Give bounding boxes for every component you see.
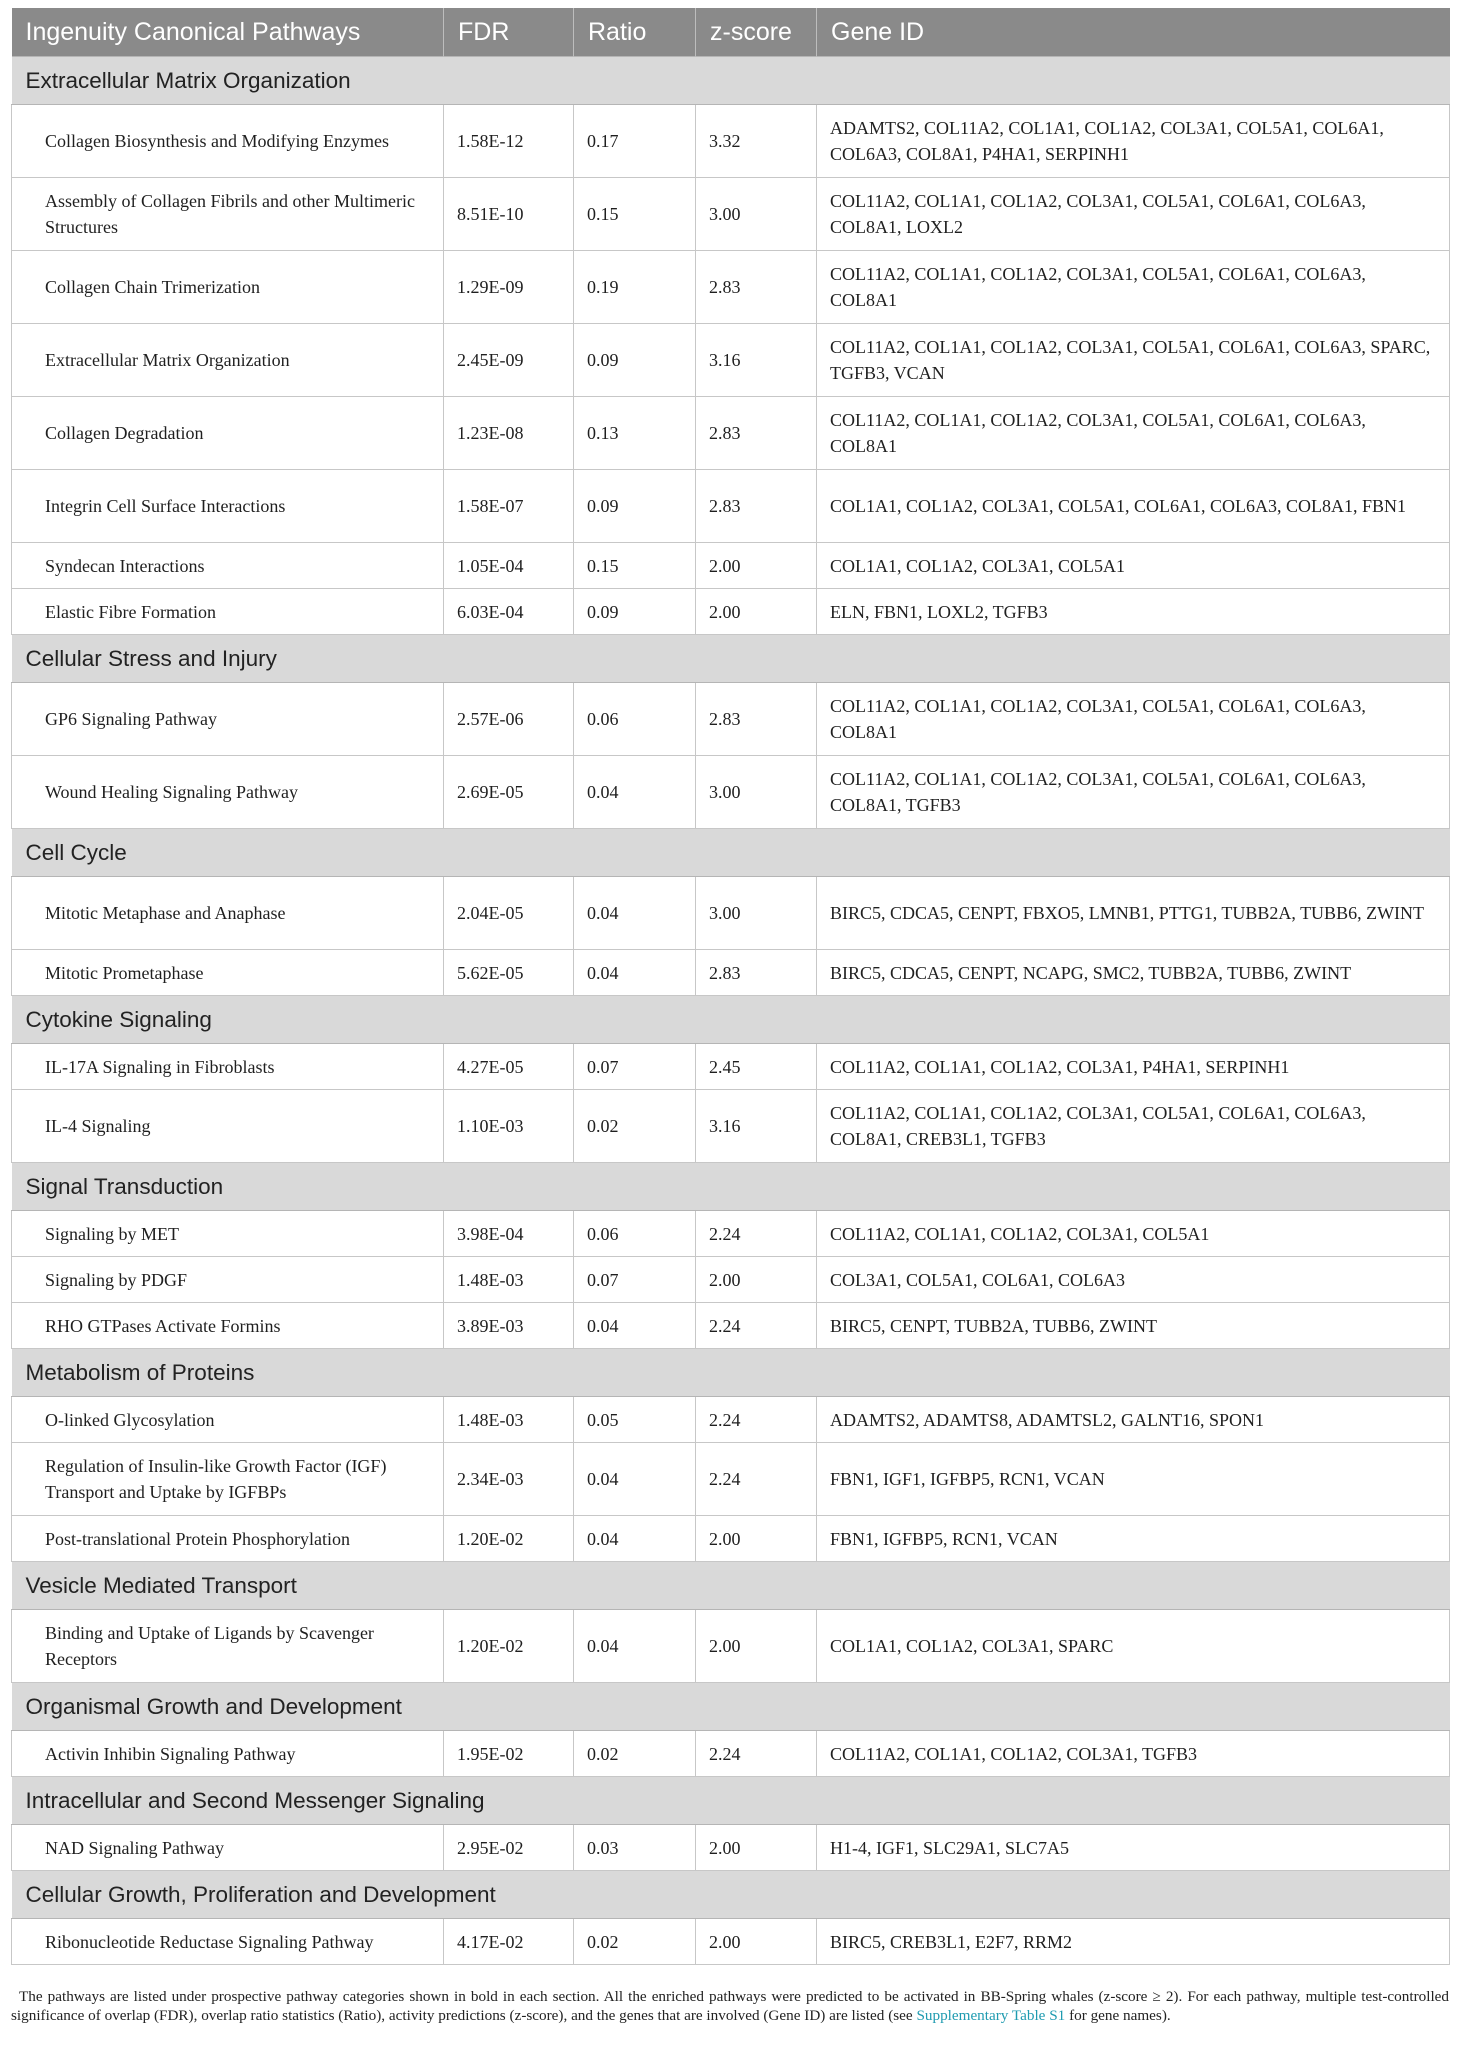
z-score-cell: 2.24 [696,1303,817,1349]
ratio-cell: 0.04 [574,756,696,829]
ratio-cell: 0.02 [574,1731,696,1777]
category-label: Intracellular and Second Messenger Signaling [12,1777,1450,1825]
pathway-cell: Signaling by MET [12,1211,444,1257]
category-row [12,1163,1450,1211]
gene-id-cell: ADAMTS2, ADAMTS8, ADAMTSL2, GALNT16, SPON1 [817,1397,1450,1443]
fdr-cell: 5.62E-05 [444,950,574,996]
z-score-cell: 2.00 [696,1825,817,1871]
pathway-cell: Mitotic Prometaphase [12,950,444,996]
table-row [12,877,1450,950]
z-score-cell: 2.00 [696,1919,817,1965]
table-row [12,683,1450,756]
table-row [12,1825,1450,1871]
z-score-cell: 2.00 [696,1257,817,1303]
category-label: Cytokine Signaling [12,996,1450,1044]
ratio-cell: 0.06 [574,1211,696,1257]
table-row [12,1443,1450,1516]
gene-id-cell: COL11A2, COL1A1, COL1A2, COL3A1, COL5A1, COL6A1, COL6A3, COL8A1 [817,251,1450,324]
table-row [12,589,1450,635]
z-score-cell: 3.00 [696,756,817,829]
z-score-cell: 3.00 [696,877,817,950]
table-row [12,1610,1450,1683]
gene-id-cell: COL11A2, COL1A1, COL1A2, COL3A1, COL5A1, COL6A1, COL6A3, COL8A1, TGFB3 [817,756,1450,829]
category-row [12,1349,1450,1397]
gene-id-cell: BIRC5, CDCA5, CENPT, NCAPG, SMC2, TUBB2A, TUBB6, ZWINT [817,950,1450,996]
table-row [12,324,1450,397]
z-score-cell: 2.00 [696,589,817,635]
ratio-cell: 0.05 [574,1397,696,1443]
pathway-cell: Post-translational Protein Phosphorylation [12,1516,444,1562]
category-row [12,1683,1450,1731]
pathway-cell: Ribonucleotide Reductase Signaling Pathway [12,1919,444,1965]
fdr-cell: 1.20E-02 [444,1610,574,1683]
ratio-cell: 0.19 [574,251,696,324]
table-row [12,1303,1450,1349]
table-row [12,1211,1450,1257]
fdr-cell: 1.95E-02 [444,1731,574,1777]
z-score-cell: 2.00 [696,543,817,589]
pathway-cell: Mitotic Metaphase and Anaphase [12,877,444,950]
ratio-cell: 0.02 [574,1090,696,1163]
ratio-cell: 0.03 [574,1825,696,1871]
gene-id-cell: COL11A2, COL1A1, COL1A2, COL3A1, TGFB3 [817,1731,1450,1777]
table-body [12,57,1450,1965]
fdr-cell: 1.29E-09 [444,251,574,324]
fdr-cell: 2.04E-05 [444,877,574,950]
z-score-cell: 2.24 [696,1731,817,1777]
ratio-cell: 0.15 [574,178,696,251]
category-label: Signal Transduction [12,1163,1450,1211]
fdr-cell: 1.10E-03 [444,1090,574,1163]
header-fdr: FDR [444,8,574,57]
header-z-score: z-score [696,8,817,57]
z-score-cell: 2.00 [696,1610,817,1683]
z-score-cell: 3.16 [696,324,817,397]
table-row [12,1044,1450,1090]
z-score-cell: 2.00 [696,1516,817,1562]
gene-id-cell: BIRC5, CDCA5, CENPT, FBXO5, LMNB1, PTTG1, TUBB2A, TUBB6, ZWINT [817,877,1450,950]
header-gene-id: Gene ID [817,8,1450,57]
gene-id-cell: ADAMTS2, COL11A2, COL1A1, COL1A2, COL3A1, COL5A1, COL6A1, COL6A3, COL8A1, P4HA1, SERPINH1 [817,105,1450,178]
ratio-cell: 0.06 [574,683,696,756]
footnote-text-end: for gene names). [1065,2007,1171,2024]
table-row [12,950,1450,996]
gene-id-cell: COL11A2, COL1A1, COL1A2, COL3A1, COL5A1, COL6A1, COL6A3, COL8A1, CREB3L1, TGFB3 [817,1090,1450,1163]
ratio-cell: 0.04 [574,877,696,950]
fdr-cell: 1.23E-08 [444,397,574,470]
gene-id-cell: ELN, FBN1, LOXL2, TGFB3 [817,589,1450,635]
pathway-cell: IL-17A Signaling in Fibroblasts [12,1044,444,1090]
category-row [12,57,1450,105]
fdr-cell: 2.34E-03 [444,1443,574,1516]
gene-id-cell: COL11A2, COL1A1, COL1A2, COL3A1, COL5A1 [817,1211,1450,1257]
pathway-cell: Syndecan Interactions [12,543,444,589]
pathway-cell: GP6 Signaling Pathway [12,683,444,756]
category-label: Cell Cycle [12,829,1450,877]
footnote-text: The pathways are listed under prospective pathway categories shown in bold in each section. All the enriched pathways were predicted to be activated in BB-Spring whales (z-score ≥ 2). For each pathway, multiple test-controlled significance of overlap (FDR), overlap ratio statistics (Ratio), activity predictions (z-score), and the genes that are involved (Gene ID) are listed (see [11,1988,1449,2024]
z-score-cell: 2.83 [696,397,817,470]
table-row [12,756,1450,829]
gene-id-cell: FBN1, IGF1, IGFBP5, RCN1, VCAN [817,1443,1450,1516]
pathway-cell: Assembly of Collagen Fibrils and other Multimeric Structures [12,178,444,251]
fdr-cell: 1.58E-07 [444,470,574,543]
fdr-cell: 3.89E-03 [444,1303,574,1349]
ratio-cell: 0.04 [574,1516,696,1562]
pathway-cell: NAD Signaling Pathway [12,1825,444,1871]
table-row [12,470,1450,543]
table-row [12,1090,1450,1163]
pathway-cell: IL-4 Signaling [12,1090,444,1163]
gene-id-cell: COL1A1, COL1A2, COL3A1, COL5A1 [817,543,1450,589]
z-score-cell: 2.24 [696,1397,817,1443]
fdr-cell: 2.57E-06 [444,683,574,756]
ratio-cell: 0.09 [574,589,696,635]
pathway-cell: RHO GTPases Activate Formins [12,1303,444,1349]
ratio-cell: 0.02 [574,1919,696,1965]
category-label: Organismal Growth and Development [12,1683,1450,1731]
fdr-cell: 4.27E-05 [444,1044,574,1090]
table-row [12,251,1450,324]
fdr-cell: 1.58E-12 [444,105,574,178]
ratio-cell: 0.09 [574,470,696,543]
pathway-cell: Wound Healing Signaling Pathway [12,756,444,829]
gene-id-cell: FBN1, IGFBP5, RCN1, VCAN [817,1516,1450,1562]
table-row [12,1397,1450,1443]
pathway-cell: Binding and Uptake of Ligands by Scavenger Receptors [12,1610,444,1683]
z-score-cell: 2.83 [696,683,817,756]
pathway-cell: Collagen Chain Trimerization [12,251,444,324]
table-row [12,1731,1450,1777]
gene-id-cell: H1-4, IGF1, SLC29A1, SLC7A5 [817,1825,1450,1871]
gene-id-cell: BIRC5, CREB3L1, E2F7, RRM2 [817,1919,1450,1965]
fdr-cell: 1.05E-04 [444,543,574,589]
table-row [12,397,1450,470]
ratio-cell: 0.07 [574,1257,696,1303]
gene-id-cell: COL11A2, COL1A1, COL1A2, COL3A1, COL5A1, COL6A1, COL6A3, COL8A1, LOXL2 [817,178,1450,251]
z-score-cell: 2.24 [696,1443,817,1516]
ratio-cell: 0.04 [574,1610,696,1683]
table-row [12,105,1450,178]
category-row [12,1871,1450,1919]
ratio-cell: 0.15 [574,543,696,589]
gene-id-cell: COL1A1, COL1A2, COL3A1, SPARC [817,1610,1450,1683]
category-row [12,829,1450,877]
gene-id-cell: COL11A2, COL1A1, COL1A2, COL3A1, P4HA1, SERPINH1 [817,1044,1450,1090]
fdr-cell: 8.51E-10 [444,178,574,251]
pathway-cell: O-linked Glycosylation [12,1397,444,1443]
z-score-cell: 3.16 [696,1090,817,1163]
z-score-cell: 3.00 [696,178,817,251]
pathway-cell: Extracellular Matrix Organization [12,324,444,397]
gene-id-cell: COL1A1, COL1A2, COL3A1, COL5A1, COL6A1, COL6A3, COL8A1, FBN1 [817,470,1450,543]
gene-id-cell: BIRC5, CENPT, TUBB2A, TUBB6, ZWINT [817,1303,1450,1349]
z-score-cell: 2.83 [696,251,817,324]
ratio-cell: 0.04 [574,950,696,996]
gene-id-cell: COL11A2, COL1A1, COL1A2, COL3A1, COL5A1, COL6A1, COL6A3, COL8A1 [817,397,1450,470]
pathway-cell: Integrin Cell Surface Interactions [12,470,444,543]
pathway-table-container [11,8,1449,1965]
table-row [12,1919,1450,1965]
ratio-cell: 0.04 [574,1303,696,1349]
table-row [12,543,1450,589]
category-label: Cellular Growth, Proliferation and Development [12,1871,1450,1919]
table-header-row [12,8,1450,57]
fdr-cell: 2.69E-05 [444,756,574,829]
supplementary-table-link[interactable]: Supplementary Table S1 [916,2007,1066,2024]
category-row [12,635,1450,683]
pathway-cell: Collagen Degradation [12,397,444,470]
ratio-cell: 0.13 [574,397,696,470]
fdr-cell: 3.98E-04 [444,1211,574,1257]
ratio-cell: 0.04 [574,1443,696,1516]
header-ratio: Ratio [574,8,696,57]
gene-id-cell: COL11A2, COL1A1, COL1A2, COL3A1, COL5A1, COL6A1, COL6A3, COL8A1 [817,683,1450,756]
category-label: Extracellular Matrix Organization [12,57,1450,105]
pathway-cell: Signaling by PDGF [12,1257,444,1303]
fdr-cell: 1.20E-02 [444,1516,574,1562]
ratio-cell: 0.17 [574,105,696,178]
header-pathway: Ingenuity Canonical Pathways [12,8,444,57]
fdr-cell: 1.48E-03 [444,1397,574,1443]
category-row [12,1562,1450,1610]
category-row [12,996,1450,1044]
fdr-cell: 4.17E-02 [444,1919,574,1965]
fdr-cell: 2.45E-09 [444,324,574,397]
table-footnote [11,1987,1449,2025]
category-row [12,1777,1450,1825]
ratio-cell: 0.09 [574,324,696,397]
z-score-cell: 2.45 [696,1044,817,1090]
fdr-cell: 6.03E-04 [444,589,574,635]
z-score-cell: 2.83 [696,470,817,543]
pathway-table [11,8,1450,1965]
z-score-cell: 2.24 [696,1211,817,1257]
ratio-cell: 0.07 [574,1044,696,1090]
pathway-cell: Regulation of Insulin-like Growth Factor (IGF) Transport and Uptake by IGFBPs [12,1443,444,1516]
pathway-cell: Activin Inhibin Signaling Pathway [12,1731,444,1777]
pathway-cell: Collagen Biosynthesis and Modifying Enzymes [12,105,444,178]
table-row [12,178,1450,251]
category-label: Cellular Stress and Injury [12,635,1450,683]
fdr-cell: 2.95E-02 [444,1825,574,1871]
gene-id-cell: COL3A1, COL5A1, COL6A1, COL6A3 [817,1257,1450,1303]
fdr-cell: 1.48E-03 [444,1257,574,1303]
table-row [12,1516,1450,1562]
z-score-cell: 2.83 [696,950,817,996]
z-score-cell: 3.32 [696,105,817,178]
gene-id-cell: COL11A2, COL1A1, COL1A2, COL3A1, COL5A1, COL6A1, COL6A3, SPARC, TGFB3, VCAN [817,324,1450,397]
category-label: Vesicle Mediated Transport [12,1562,1450,1610]
category-label: Metabolism of Proteins [12,1349,1450,1397]
table-row [12,1257,1450,1303]
pathway-cell: Elastic Fibre Formation [12,589,444,635]
